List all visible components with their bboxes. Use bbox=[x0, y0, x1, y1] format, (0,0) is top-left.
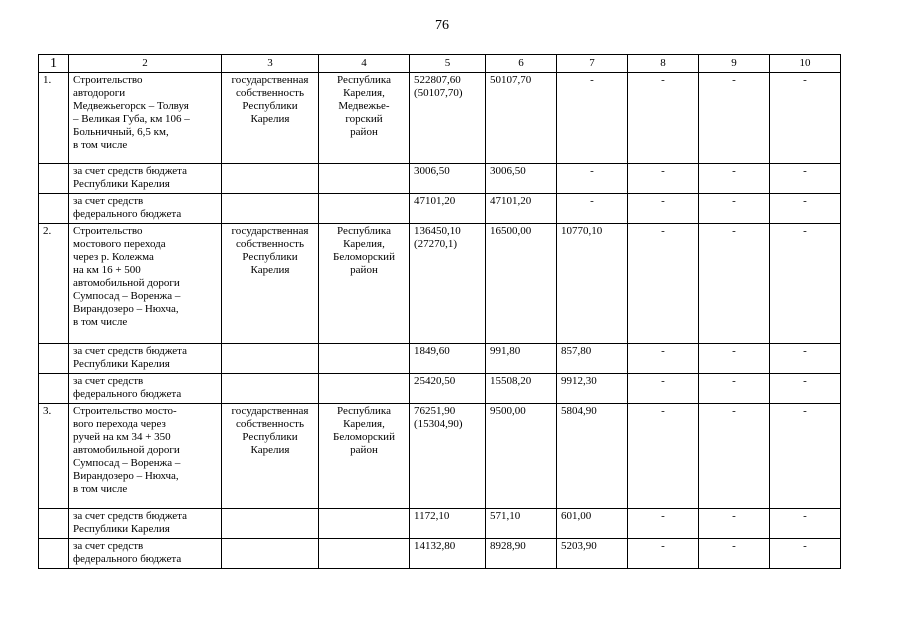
location-cell bbox=[319, 539, 410, 569]
amount-col-7-cell: 5804,90 bbox=[557, 404, 628, 509]
amount-col-8-cell: - bbox=[628, 194, 699, 224]
amount-col-9-cell: - bbox=[699, 224, 770, 344]
ownership-cell bbox=[222, 539, 319, 569]
amount-col-6-cell: 991,80 bbox=[486, 344, 557, 374]
row-index-cell bbox=[39, 194, 69, 224]
column-number: 2 bbox=[69, 55, 222, 73]
ownership-cell bbox=[222, 194, 319, 224]
amount-col-7-cell: 5203,90 bbox=[557, 539, 628, 569]
column-number: 7 bbox=[557, 55, 628, 73]
location-cell bbox=[319, 374, 410, 404]
amount-col-10-cell: - bbox=[770, 404, 841, 509]
amount-col-8-cell: - bbox=[628, 539, 699, 569]
amount-col-10-cell: - bbox=[770, 224, 841, 344]
amount-col-9-cell: - bbox=[699, 404, 770, 509]
row-index-cell bbox=[39, 344, 69, 374]
projects-table bbox=[38, 54, 841, 569]
amount-col-7-cell: 857,80 bbox=[557, 344, 628, 374]
amount-col-7-cell: 9912,30 bbox=[557, 374, 628, 404]
amount-col-7-cell: - bbox=[557, 194, 628, 224]
amount-col-8-cell: - bbox=[628, 404, 699, 509]
ownership-cell: государственная собственность Республики Карелия bbox=[222, 404, 319, 509]
amount-col-9-cell: - bbox=[699, 73, 770, 164]
location-cell: Республика Карелия, Беломорский район bbox=[319, 224, 410, 344]
project-description-cell: за счет средств бюджета Республики Карелия bbox=[69, 509, 222, 539]
project-description-cell: за счет средств бюджета Республики Карелия bbox=[69, 164, 222, 194]
project-description-cell: за счет средств федерального бюджета bbox=[69, 194, 222, 224]
location-cell bbox=[319, 344, 410, 374]
amount-col-8-cell: - bbox=[628, 509, 699, 539]
amount-col-7-cell: - bbox=[557, 164, 628, 194]
location-cell bbox=[319, 509, 410, 539]
total-amount-cell: 14132,80 bbox=[410, 539, 486, 569]
total-amount-cell: 3006,50 bbox=[410, 164, 486, 194]
amount-col-6-cell: 9500,00 bbox=[486, 404, 557, 509]
amount-col-7-cell: 601,00 bbox=[557, 509, 628, 539]
ownership-cell bbox=[222, 344, 319, 374]
total-amount-cell: 47101,20 bbox=[410, 194, 486, 224]
project-description-cell: Строительство мостового перехода через р. Колежма на км 16 + 500 автомобильной дороги Сумпосад – Воренжа – Вирандозеро – Нюхча, в том числе bbox=[69, 224, 222, 344]
amount-col-8-cell: - bbox=[628, 164, 699, 194]
amount-col-9-cell: - bbox=[699, 164, 770, 194]
project-row bbox=[39, 73, 841, 164]
funding-source-row bbox=[39, 509, 841, 539]
ownership-cell bbox=[222, 509, 319, 539]
total-amount-cell: 25420,50 bbox=[410, 374, 486, 404]
column-number: 5 bbox=[410, 55, 486, 73]
amount-col-9-cell: - bbox=[699, 374, 770, 404]
ownership-cell: государственная собственность Республики Карелия bbox=[222, 224, 319, 344]
location-cell: Республика Карелия, Беломорский район bbox=[319, 404, 410, 509]
project-description-cell: за счет средств бюджета Республики Карелия bbox=[69, 344, 222, 374]
column-number: 10 bbox=[770, 55, 841, 73]
amount-col-8-cell: - bbox=[628, 73, 699, 164]
row-index-cell bbox=[39, 374, 69, 404]
amount-col-6-cell: 16500,00 bbox=[486, 224, 557, 344]
total-amount-cell: 522807,60 (50107,70) bbox=[410, 73, 486, 164]
amount-col-9-cell: - bbox=[699, 194, 770, 224]
amount-col-6-cell: 3006,50 bbox=[486, 164, 557, 194]
amount-col-6-cell: 50107,70 bbox=[486, 73, 557, 164]
amount-col-8-cell: - bbox=[628, 224, 699, 344]
total-amount-cell: 1172,10 bbox=[410, 509, 486, 539]
funding-source-row bbox=[39, 194, 841, 224]
amount-col-7-cell: - bbox=[557, 73, 628, 164]
amount-col-8-cell: - bbox=[628, 374, 699, 404]
amount-col-10-cell: - bbox=[770, 539, 841, 569]
amount-col-9-cell: - bbox=[699, 344, 770, 374]
ownership-cell bbox=[222, 164, 319, 194]
amount-col-8-cell: - bbox=[628, 344, 699, 374]
column-number: 9 bbox=[699, 55, 770, 73]
funding-source-row bbox=[39, 374, 841, 404]
amount-col-6-cell: 47101,20 bbox=[486, 194, 557, 224]
location-cell bbox=[319, 164, 410, 194]
row-index-cell: 3. bbox=[39, 404, 69, 509]
row-index-cell bbox=[39, 539, 69, 569]
location-cell: Республика Карелия, Медвежье- горский район bbox=[319, 73, 410, 164]
total-amount-cell: 136450,10 (27270,1) bbox=[410, 224, 486, 344]
project-row bbox=[39, 404, 841, 509]
row-index-cell bbox=[39, 164, 69, 194]
amount-col-10-cell: - bbox=[770, 344, 841, 374]
location-cell bbox=[319, 194, 410, 224]
total-amount-cell: 76251,90 (15304,90) bbox=[410, 404, 486, 509]
page-number: 76 bbox=[435, 18, 449, 33]
amount-col-9-cell: - bbox=[699, 539, 770, 569]
row-index-cell: 2. bbox=[39, 224, 69, 344]
amount-col-9-cell: - bbox=[699, 509, 770, 539]
project-description-cell: Строительство автодороги Медвежьегорск – Толвуя – Великая Губа, км 106 – Больничный, 6,5 км, в том числе bbox=[69, 73, 222, 164]
column-number: 8 bbox=[628, 55, 699, 73]
amount-col-6-cell: 15508,20 bbox=[486, 374, 557, 404]
amount-col-10-cell: - bbox=[770, 509, 841, 539]
column-number: 6 bbox=[486, 55, 557, 73]
ownership-cell bbox=[222, 374, 319, 404]
row-index-cell bbox=[39, 509, 69, 539]
amount-col-7-cell: 10770,10 bbox=[557, 224, 628, 344]
project-description-cell: за счет средств федерального бюджета bbox=[69, 374, 222, 404]
row-index-cell: 1. bbox=[39, 73, 69, 164]
funding-source-row bbox=[39, 539, 841, 569]
column-number: 4 bbox=[319, 55, 410, 73]
column-number: 3 bbox=[222, 55, 319, 73]
ownership-cell: государственная собственность Республики Карелия bbox=[222, 73, 319, 164]
amount-col-10-cell: - bbox=[770, 374, 841, 404]
amount-col-10-cell: - bbox=[770, 73, 841, 164]
funding-source-row bbox=[39, 164, 841, 194]
funding-source-row bbox=[39, 344, 841, 374]
project-description-cell: Строительство мосто- вого перехода через ручей на км 34 + 350 автомобильной дороги Сумпосад – Воренжа – Вирандозеро – Нюхча, в том числе bbox=[69, 404, 222, 509]
column-number-row bbox=[39, 55, 841, 73]
amount-col-6-cell: 571,10 bbox=[486, 509, 557, 539]
amount-col-10-cell: - bbox=[770, 164, 841, 194]
project-row bbox=[39, 224, 841, 344]
amount-col-10-cell: - bbox=[770, 194, 841, 224]
total-amount-cell: 1849,60 bbox=[410, 344, 486, 374]
project-description-cell: за счет средств федерального бюджета bbox=[69, 539, 222, 569]
column-number: 1 bbox=[39, 55, 69, 73]
amount-col-6-cell: 8928,90 bbox=[486, 539, 557, 569]
